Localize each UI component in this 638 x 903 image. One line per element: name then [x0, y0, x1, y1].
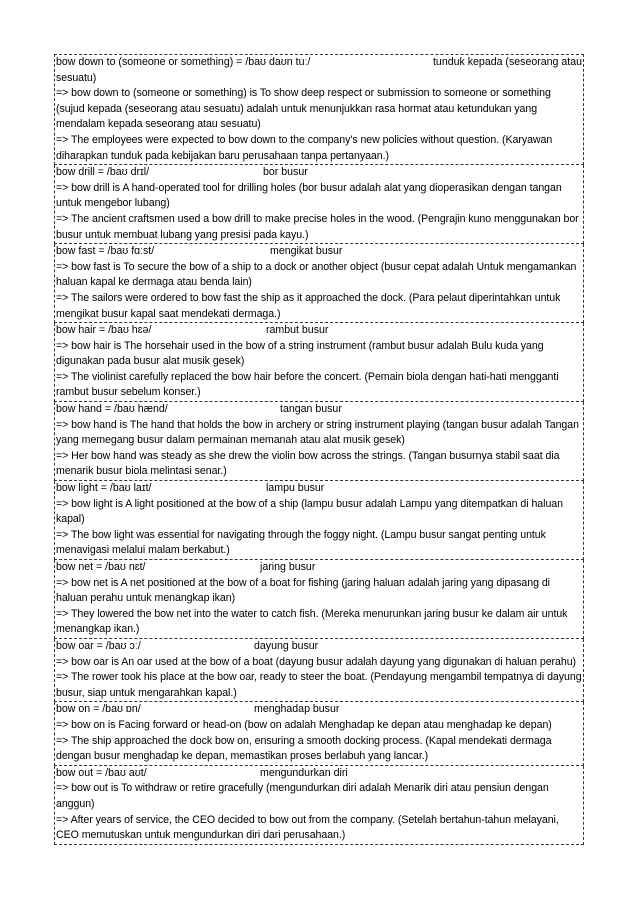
entry-header [56, 55, 582, 71]
entry-term: bow net = /baʊ nɛt/ [56, 561, 146, 573]
entry-term: bow oar = /baʊ ɔː/ [56, 639, 141, 652]
entry-definition: => bow net is A net positioned at the bow of a boat for fishing (jaring haluan adalah jaring yang dipasang di haluan perahu untuk menangkap ikan) [56, 576, 550, 605]
vocabulary-document [54, 54, 584, 845]
entry-bow-fast [54, 244, 584, 323]
entry-translation: mengikat busur [270, 245, 343, 258]
entry-header [56, 702, 582, 718]
entry-bow-hand [54, 402, 584, 481]
entry-translation: tangan busur [280, 403, 342, 416]
entry-example: => After years of service, the CEO decided to bow out from the company. (Setelah bertahun-tahun melayani, CEO memutuskan untuk mengundurkan diri dari perusahaan.) [56, 813, 559, 842]
entry-bow-down-to [54, 54, 584, 165]
entry-example: => The employees were expected to bow down to the company's new policies without question. (Karyawan diharapkan tunduk pada kebijakan baru perusahaan tanpa pertanyaan.) [56, 133, 553, 162]
entry-definition: => bow oar is An oar used at the bow of a boat (dayung busur adalah dayung yang digunakan di haluan perahu) [56, 655, 577, 668]
entry-bow-out [54, 766, 584, 845]
entry-term: bow on = /baʊ ɒn/ [56, 703, 141, 716]
entry-bow-on [54, 702, 584, 765]
entry-definition: => bow down to (someone or something) is To show deep respect or submission to someone or something (sujud kepada (seseorang atau sesuatu) adalah untuk menunjukkan rasa hormat atau ketundukan yang mendalam kepada seseorang atau sesuatu) [56, 87, 551, 131]
entry-header [56, 560, 582, 576]
entry-definition: => bow on is Facing forward or head-on (bow on adalah Menghadap ke depan atau menghadap ke depan) [56, 718, 552, 731]
entry-header [56, 323, 582, 339]
entry-translation: menghadap busur [254, 703, 340, 716]
entry-term: bow drill = /baʊ drɪl/ [56, 166, 150, 179]
entry-example: => The ancient craftsmen used a bow drill to make precise holes in the wood. (Pengrajin kuno menggunakan bor busur untuk membuat lubang yang presisi pada kayu.) [56, 212, 579, 241]
entry-header [56, 244, 582, 260]
entry-definition: => bow light is A light positioned at the bow of a ship (lampu busur adalah Lampu yang ditempatkan di haluan kapal) [56, 497, 563, 526]
entry-definition: => bow out is To withdraw or retire gracefully (mengundurkan diri adalah Menarik diri atau pensiun dengan anggun) [56, 782, 549, 810]
entry-translation: rambut busur [266, 324, 329, 337]
entry-term: bow down to (someone or something) = /baʊ daʊn tuː/ [56, 56, 311, 68]
entry-header [56, 481, 582, 497]
entry-term: bow hair = /baʊ hɛə/ [56, 324, 152, 337]
entry-example: => The violinist carefully replaced the bow hair before the concert. (Pemain biola dengan hati-hati mengganti rambut busur sebelum konser.) [56, 370, 559, 399]
entry-example: => They lowered the bow net into the water to catch fish. (Mereka menurunkan jaring busur ke dalam air untuk menangkap ikan.) [56, 607, 568, 636]
entry-translation: mengundurkan diri [260, 766, 348, 779]
entry-term: bow light = /baʊ laɪt/ [56, 482, 152, 495]
entry-translation: dayung busur [254, 639, 319, 652]
entry-header [56, 766, 582, 782]
entry-header [56, 165, 582, 181]
entry-translation: lampu busur [266, 482, 325, 495]
entry-definition: => bow hand is The hand that holds the bow in archery or string instrument playing (tangan busur adalah Tangan yang memegang busur dalam permainan memanah atau alat musik gesek) [56, 418, 579, 447]
entry-translation-continued: sesuatu) [56, 71, 97, 84]
entry-bow-oar [54, 639, 584, 702]
entry-translation: bor busur [263, 166, 308, 179]
entry-term: bow out = /baʊ aʊt/ [56, 766, 147, 779]
entry-bow-net [54, 560, 584, 639]
entry-definition: => bow hair is The horsehair used in the bow of a string instrument (rambut busur adalah Bulu kuda yang digunakan pada busur alat musik gesek) [56, 339, 544, 368]
entry-definition: => bow drill is A hand-operated tool for drilling holes (bor busur adalah alat yang dioperasikan dengan tangan untuk mengebor lubang) [56, 181, 562, 210]
entry-translation: tunduk kepada (seseorang atau [432, 56, 582, 68]
entry-bow-drill [54, 165, 584, 244]
entry-example: => The sailors were ordered to bow fast the ship as it approached the dock. (Para pelaut diperintahkan untuk mengikat busur kapal saat mendekati dermaga.) [56, 291, 561, 320]
entry-translation: jaring busur [260, 561, 316, 573]
entry-term: bow fast = /baʊ fɑːst/ [56, 245, 155, 258]
entry-header [56, 402, 582, 418]
entry-example: => Her bow hand was steady as she drew the violin bow across the strings. (Tangan busurnya stabil saat dia menarik busur biola melintasi senar.) [56, 449, 560, 478]
entry-bow-hair [54, 323, 584, 402]
entry-example: => The rower took his place at the bow oar, ready to steer the boat. (Pendayung mengambil tempatnya di dayung busur, siap untuk mengarahkan kapal.) [56, 671, 582, 699]
entry-term: bow hand = /baʊ hænd/ [56, 403, 168, 416]
entry-bow-light [54, 481, 584, 560]
entry-example: => The ship approached the dock bow on, ensuring a smooth docking process. (Kapal mendekati dermaga dengan busur menghadap ke depan, memastikan proses berlabuh yang lancar.) [56, 734, 552, 763]
entry-definition: => bow fast is To secure the bow of a ship to a dock or another object (busur cepat adalah Untuk mengamankan haluan kapal ke dermaga atau benda lain) [56, 260, 577, 289]
entry-example: => The bow light was essential for navigating through the foggy night. (Lampu busur sangat penting untuk menavigasi melalui malam berkabut.) [56, 528, 546, 557]
entry-header [56, 639, 582, 655]
